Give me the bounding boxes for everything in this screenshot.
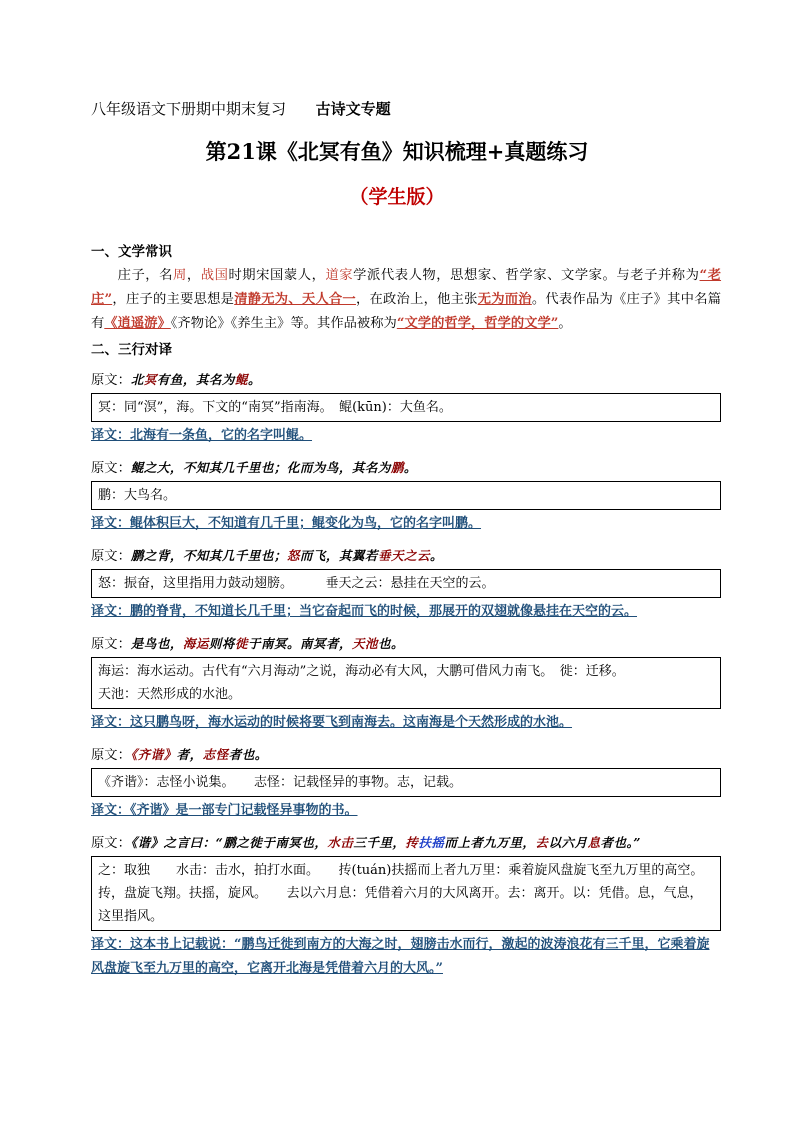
original-text-segment: 北 (130, 372, 144, 387)
course-subtitle (91, 98, 391, 119)
original-text-segment: 天池 (351, 636, 378, 651)
original-text (131, 835, 641, 850)
annotation-line: 冥：同“溟”，海。下文的“南冥”指南海。 鲲(kūn)：大鱼名。 (98, 400, 452, 415)
original-text-segment: 去 (535, 835, 549, 850)
original-text-segment: 水击 (327, 835, 354, 850)
original-text-segment: 鹏之背，不知其几千里也； (130, 548, 287, 563)
literature-text-segment: 战国 (200, 268, 229, 283)
translation-line: 译文：这只鹏鸟呀，海水运动的时候将要飞到南海去。这南海是个天然形成的水池。 (91, 715, 573, 730)
original-text-segment: 垂天之云 (377, 548, 430, 563)
original-text-segment: 鲲 (234, 372, 248, 387)
original-text-line (91, 831, 721, 856)
annotation-box (91, 481, 721, 510)
original-text-segment: 鲲之大，不知其几千里也；化而为鸟，其名为 (130, 460, 391, 475)
original-text-line (91, 544, 721, 569)
original-text-segment: 而飞，其翼若 (299, 548, 378, 563)
original-text-segment: 徙 (234, 636, 248, 651)
literature-paragraph (91, 264, 721, 336)
original-text-segment: 者也。 (228, 747, 268, 762)
original-text-segment: 有鱼，其名为 (156, 372, 235, 387)
literature-text-segment: 道家 (325, 268, 354, 283)
original-text-segment: 怒 (286, 548, 300, 563)
section-title-literature: 一、文学常识 (91, 244, 172, 260)
original-label: 原文： (91, 461, 131, 476)
literature-text-segment: 周 (173, 268, 187, 283)
annotation-box (91, 768, 721, 797)
literature-text-segment: ， (186, 268, 201, 283)
annotation-line: 《齐谐》：志怪小说集。 志怪：记载怪异的事物。志，记载。 (98, 775, 463, 790)
original-text (131, 636, 404, 651)
literature-text-segment: 《齐物论》《养生主》等。其作品被称为 (170, 316, 397, 331)
annotation-line: 之：取独 水击：击水，拍打水面。 抟(tuán)扶摇而上者九万里：乘着旋风盘旋飞至九万里的高空。抟，盘旋飞翔。扶摇，旋风。 去以六月息：凭借着六月的大风离开。去：离开。以：凭借。息，气息，这里指风。 (98, 863, 704, 924)
page-title: 第21课《北冥有鱼》知识梳理+真题练习 (205, 139, 589, 164)
original-label: 原文： (91, 373, 131, 388)
translation-line: 译文：这本书上记载说：“鹏鸟迁徙到南方的大海之时，翅膀击水而行，激起的波涛浪花有三千里，它乘着旋风盘旋飞至九万里的高空，它离开北海是凭借着六月的大风。” (91, 937, 710, 976)
subtitle-prefix: 八年级语文下册期中期末复习 (91, 100, 287, 118)
original-text-segment: 冥 (143, 372, 157, 387)
original-text-segment: 是鸟也， (130, 636, 183, 651)
literature-text-segment: 无为而治 (477, 292, 532, 307)
annotation-box (91, 856, 721, 931)
original-text (131, 372, 261, 387)
original-text-line (91, 632, 721, 657)
annotation-line: 怒：振奋，这里指用力鼓动翅膀。 垂天之云：悬挂在天空的云。 (98, 576, 495, 591)
annotation-line: 海运：海水运动。古代有“六月海动”之说，海动必有大风，大鹏可借风力南飞。 徙：迁移。 (98, 664, 625, 679)
original-text-line (91, 456, 721, 481)
literature-text-segment: ，在政治上，他主张 (355, 292, 478, 307)
original-text-line (91, 743, 721, 768)
literature-text-segment: 学派代表人物，思想家、哲学家、文学家。与老子并称为 (353, 268, 700, 283)
annotation-box (91, 657, 721, 709)
original-label: 原文： (91, 748, 131, 763)
literature-text-segment: 清静无为、天人合一 (234, 292, 356, 307)
annotation-line: 鹏：大鸟名。 (98, 488, 177, 503)
subtitle-topic: 古诗文专题 (315, 100, 391, 118)
original-label: 原文： (91, 549, 131, 564)
annotation-box (91, 569, 721, 598)
original-text-segment: 抟 (405, 835, 419, 850)
original-text (131, 460, 417, 475)
original-text-segment: 。 (429, 548, 443, 563)
original-text-segment: 《谐》之言曰：“鹏之徙于南冥也， (130, 835, 328, 850)
literature-text-segment: ，庄子的主要思想是 (112, 292, 235, 307)
annotation-line: 天池：天然形成的水池。 (98, 687, 242, 702)
original-text-segment: 于南冥。南冥者， (247, 636, 352, 651)
original-text-segment: 息 (587, 835, 601, 850)
edition-label: （学生版） (349, 186, 445, 208)
annotation-box (91, 393, 721, 422)
original-text-line (91, 368, 721, 393)
literature-text-segment: 庄子，名 (117, 268, 174, 283)
literature-text-segment: “老庄” (91, 268, 722, 307)
original-text (131, 548, 443, 563)
original-text-segment: 则将 (208, 636, 235, 651)
literature-text-segment: 《逍遥游》 (104, 316, 171, 331)
original-text-segment: 。 (403, 460, 417, 475)
translation-line: 译文：北海有一条鱼，它的名字叫鲲。 (91, 428, 313, 443)
original-text-segment: 而上者九万里， (444, 835, 536, 850)
literature-text-segment: “文学的哲学，哲学的文学” (396, 316, 559, 331)
original-label: 原文： (91, 637, 131, 652)
original-text-segment: 《齐谐》 (130, 747, 177, 762)
literature-text-segment: 时期宋国蒙人， (228, 268, 326, 283)
document-body (91, 240, 721, 989)
section-title-translation: 二、三行对译 (91, 342, 172, 358)
literature-text-segment: 。代表作品为《庄子》其中名篇有 (91, 292, 722, 331)
original-text-segment: 者， (176, 747, 203, 762)
original-text-segment: 者也。” (600, 835, 641, 850)
original-text-segment: 也。 (377, 636, 404, 651)
translation-line: 译文：鹏的脊背，不知道长几千里；当它奋起而飞的时候，那展开的双翅就像悬挂在天空的云。 (91, 604, 638, 619)
original-label: 原文： (91, 836, 131, 851)
translation-line: 译文：《齐谐》是一部专门记载怪异事物的书。 (91, 803, 358, 818)
original-text-segment: 志怪 (202, 747, 229, 762)
original-text-segment: 。 (247, 372, 261, 387)
original-text-segment: 海运 (182, 636, 209, 651)
translation-line: 译文：鲲体积巨大，不知道有几千里；鲲变化为鸟，它的名字叫鹏。 (91, 516, 482, 531)
original-text-segment: 鹏 (390, 460, 404, 475)
original-text-segment: 以六月 (548, 835, 588, 850)
literature-text-segment: 。 (558, 316, 572, 331)
original-text (131, 747, 268, 762)
original-text-segment: 扶摇 (418, 835, 445, 850)
translation-items (91, 368, 721, 981)
original-text-segment: 三千里， (353, 835, 406, 850)
